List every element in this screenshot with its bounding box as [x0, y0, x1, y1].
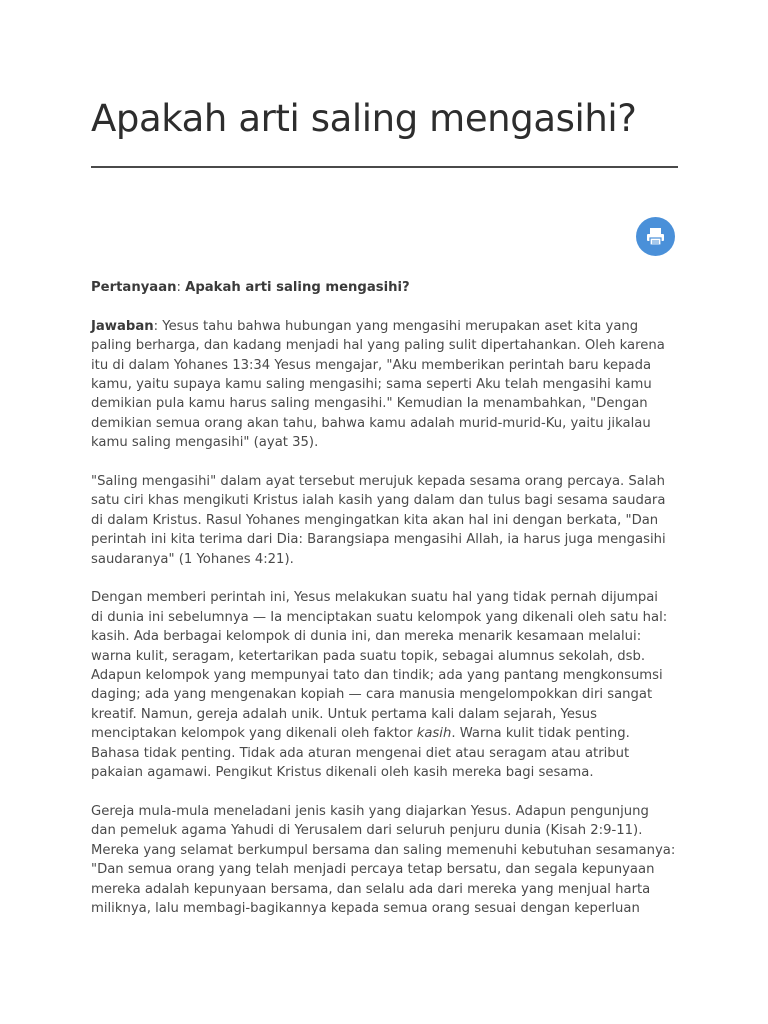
answer-line: demikian pula kamu harus saling mengasihi." Kemudian Ia menambahkan, "Dengan [91, 396, 648, 412]
printer-icon [645, 226, 666, 247]
question-separator: : [176, 280, 186, 295]
answer-line: kamu saling mengasihi" (ayat 35). [91, 435, 319, 451]
paragraph-line: dan pemeluk agama Yahudi di Yerusalem dari seluruh penjuru dunia (Kisah 2:9-11). [91, 823, 643, 839]
paragraph-line: "Saling mengasihi" dalam ayat tersebut merujuk kepada sesama orang percaya. Salah [91, 474, 665, 490]
answer-line: paling berharga, dan kadang menjadi hal yang paling sulit dipertahankan. Oleh karena [91, 338, 665, 354]
print-button[interactable] [636, 217, 675, 256]
paragraph-3 [91, 588, 678, 782]
article-body [91, 278, 678, 938]
paragraph-line: di dunia ini sebelumnya — Ia menciptakan suatu kelompok yang dikenali oleh satu hal: [91, 609, 668, 625]
paragraph-4 [91, 802, 678, 918]
paragraph-line: "Dan semua orang yang telah menjadi percaya tetap bersatu, dan segala kepunyaan [91, 862, 655, 878]
paragraph-line: mereka adalah kepunyaan bersama, dan selalu ada dari mereka yang menjual harta [91, 881, 651, 897]
paragraph-line: Adapun kelompok yang mempunyai tato dan tindik; ada yang pantang mengkonsumsi [91, 668, 663, 684]
answer-line: Jawaban: Yesus tahu bahwa hubungan yang mengasihi merupakan aset kita yang [91, 318, 639, 334]
title-divider [91, 166, 678, 168]
question-text: Apakah arti saling mengasihi? [185, 280, 410, 295]
paragraph-line: satu ciri khas mengikuti Kristus ialah kasih yang dalam dan tulus bagi sesama saudara [91, 493, 666, 509]
answer-line: kamu, yaitu supaya kamu saling mengasihi; sama seperti Aku telah mengasihi kamu [91, 377, 652, 393]
paragraph-2 [91, 472, 678, 569]
answer-label: Jawaban [91, 318, 154, 334]
paragraph-line: daging; ada yang mengenakan kopiah — cara manusia mengelompokkan diri sangat [91, 687, 653, 703]
paragraph-line: menciptakan kelompok yang dikenali oleh faktor kasih. Warna kulit tidak penting. [91, 726, 630, 742]
paragraph-line: Bahasa tidak penting. Tidak ada aturan mengenai diet atau seragam atau atribut [91, 745, 630, 761]
paragraph-line: Gereja mula-mula meneladani jenis kasih yang diajarkan Yesus. Adapun pengunjung [91, 803, 649, 819]
question-paragraph [91, 278, 678, 297]
question-label: Pertanyaan [91, 280, 177, 295]
answer-separator: : [153, 318, 163, 334]
paragraph-line: warna kulit, seragam, ketertarikan pada suatu topik, sebagai alumnus sekolah, dsb. [91, 648, 646, 664]
paragraph-line: Mereka yang selamat berkumpul bersama dan saling memenuhi kebutuhan sesamanya: [91, 842, 676, 858]
paragraph-line: Dengan memberi perintah ini, Yesus melakukan suatu hal yang tidak pernah dijumpai [91, 590, 658, 606]
paragraph-line: saudaranya" (1 Yohanes 4:21). [91, 551, 294, 567]
answer-paragraph [91, 317, 678, 453]
paragraph-line: kreatif. Namun, gereja adalah unik. Untuk pertama kali dalam sejarah, Yesus [91, 706, 598, 722]
answer-line: demikian semua orang akan tahu, bahwa kamu adalah murid-murid-Ku, yaitu jikalau [91, 415, 651, 431]
paragraph-line: kasih. Ada berbagai kelompok di dunia ini, dan mereka menarik kesamaan melalui: [91, 629, 642, 645]
answer-line: itu di dalam Yohanes 13:34 Yesus mengajar, "Aku memberikan perintah baru kepada [91, 357, 652, 373]
page-title: Apakah arti saling mengasihi? [91, 97, 637, 140]
paragraph-line: di dalam Kristus. Rasul Yohanes mengingatkan kita akan hal ini dengan berkata, "Dan [91, 512, 659, 528]
italic-word: kasih [416, 726, 452, 742]
paragraph-line: perintah ini kita terima dari Dia: Barangsiapa mengasihi Allah, ia harus juga mengasihi [91, 532, 666, 548]
paragraph-line: miliknya, lalu membagi-bagikannya kepada semua orang sesuai dengan keperluan [91, 900, 640, 916]
paragraph-line: pakaian agamawi. Pengikut Kristus dikenali oleh kasih mereka bagi sesama. [91, 765, 594, 781]
